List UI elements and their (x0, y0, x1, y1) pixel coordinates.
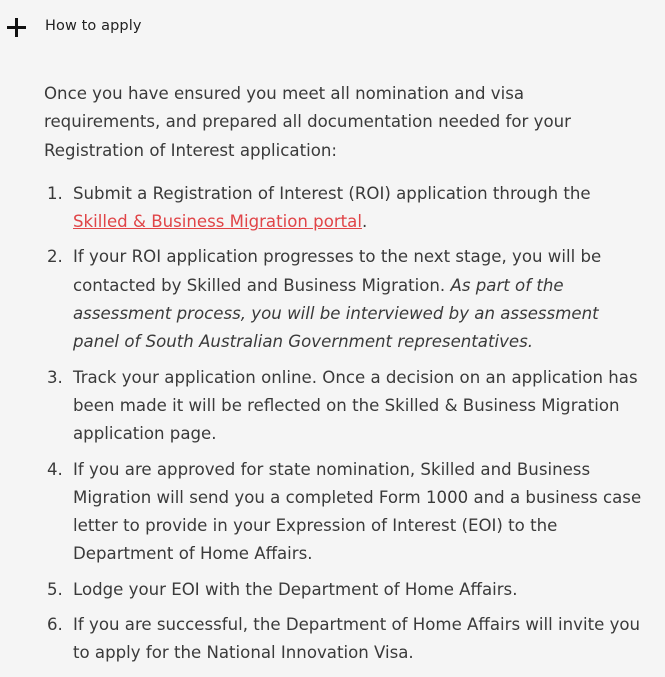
step-number: 5. (47, 579, 63, 599)
accordion-header-how-to-apply[interactable] (0, 0, 665, 56)
list-item (44, 576, 644, 604)
accordion-content (44, 80, 644, 675)
step-text: Track your application online. Once a decision on an application has been made it will be reflected on the Skilled & Business Migration application page. (73, 367, 638, 444)
skilled-business-migration-portal-link[interactable]: Skilled & Business Migration portal (73, 212, 362, 232)
list-item (44, 364, 644, 449)
step-text: If you are approved for state nomination, Skilled and Business Migration will send you a completed Form 1000 and a business case letter to provide in your Expression of Interest (EOI) to the Department of Home Affairs. (73, 459, 642, 564)
step-text: If your ROI application progresses to the next stage, you will be contacted by Skilled and Business Migration. (73, 247, 602, 295)
step-italic-text: As part of the assessment process, you will be interviewed by an assessment panel of South Australian Government representatives. (73, 275, 599, 352)
step-number: 3. (47, 367, 63, 387)
application-steps-list (44, 180, 644, 668)
step-text: Lodge your EOI with the Department of Home Affairs. (73, 579, 518, 599)
accordion-title[interactable]: How to apply (45, 18, 142, 34)
step-text: Submit a Registration of Interest (ROI) application through the (73, 183, 591, 203)
intro-paragraph: Once you have ensured you meet all nomination and visa requirements, and prepared all documentation needed for your Registration of Interest application: (44, 84, 571, 160)
list-item (44, 611, 644, 668)
step-text-end: . (361, 212, 368, 232)
plus-icon[interactable] (7, 18, 26, 37)
step-number: 4. (47, 459, 63, 479)
step-text: If you are successful, the Department of Home Affairs will invite you to apply for the National Innovation Visa. (73, 615, 641, 663)
list-item (44, 180, 644, 237)
list-item (44, 456, 644, 569)
step-number: 1. (47, 183, 63, 203)
step-number: 2. (47, 247, 63, 267)
step-number: 6. (47, 615, 63, 635)
list-item (44, 243, 644, 356)
